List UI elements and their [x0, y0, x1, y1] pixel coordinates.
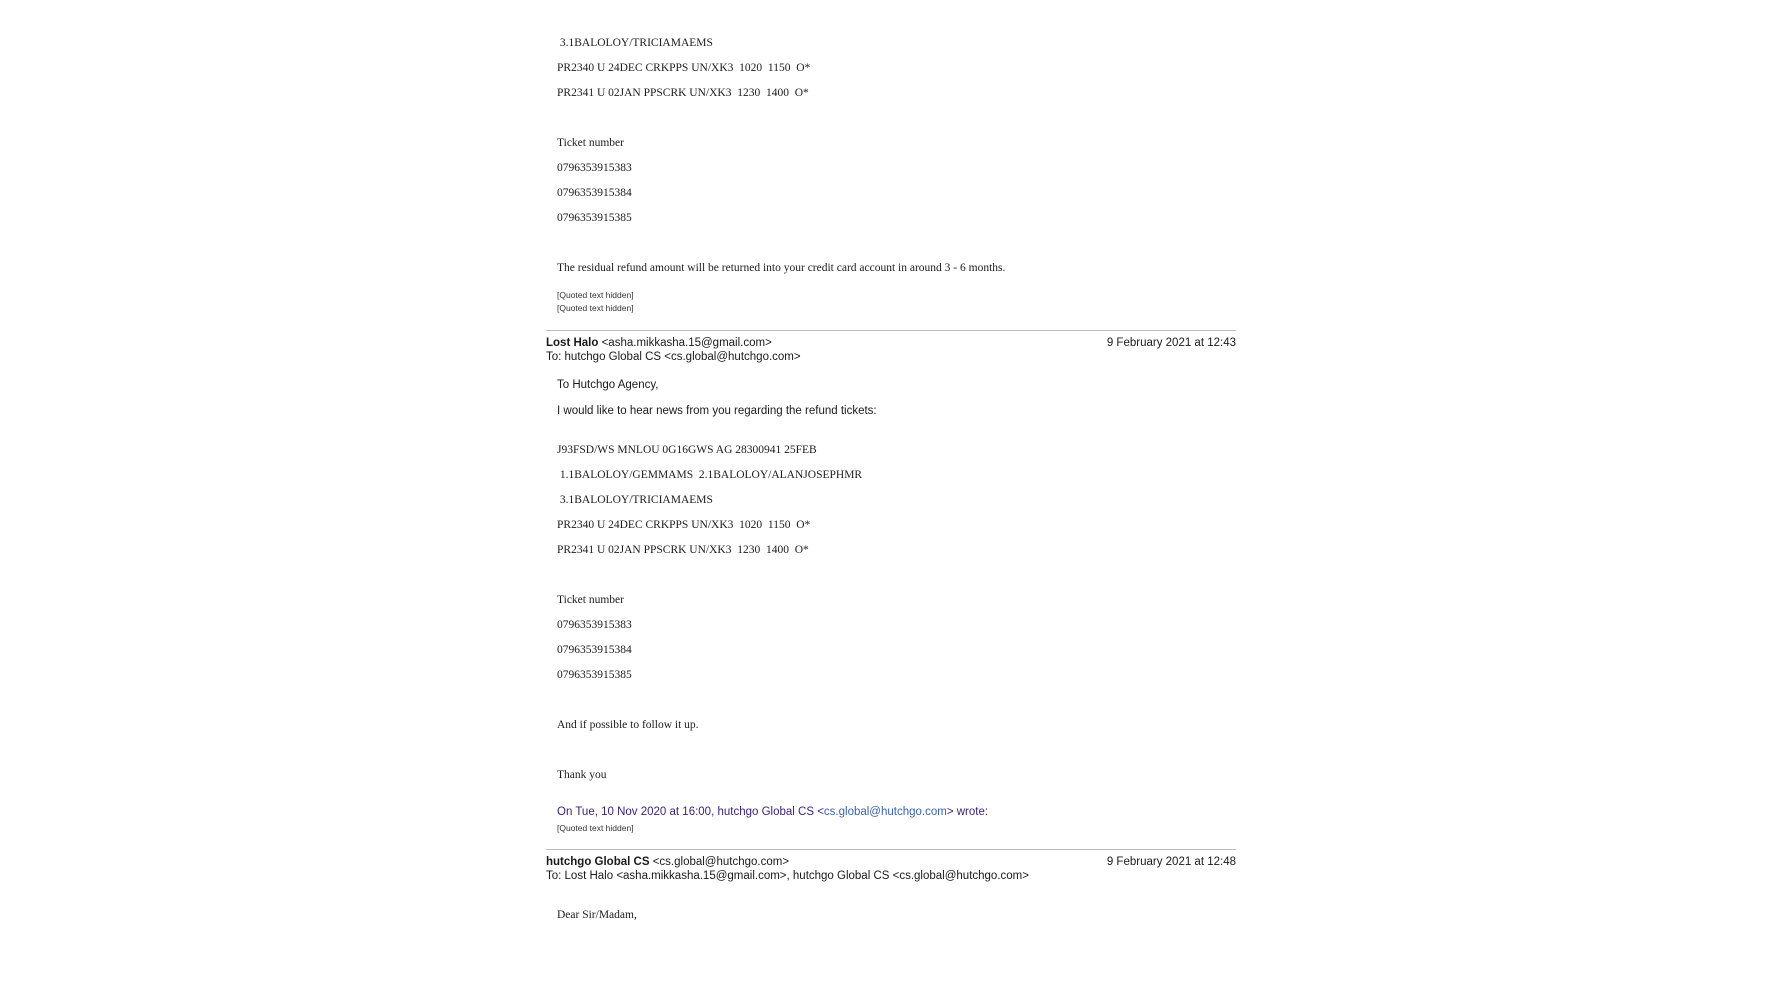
message-divider — [546, 330, 1236, 331]
passenger-3-line: 3.1BALOLOY/TRICIAMAEMS — [557, 37, 713, 49]
ticket-number: 0796353915383 — [557, 619, 632, 631]
quote-email-link[interactable]: cs.global@hutchgo.com — [823, 806, 947, 818]
refund-note: The residual refund amount will be returned into your credit card account in around 3 - 6 months. — [557, 262, 1006, 274]
ticket-number: 0796353915383 — [557, 162, 632, 174]
message-body-line: I would like to hear news from you regarding the refund tickets: — [557, 405, 877, 417]
recipient-line: To: hutchgo Global CS <cs.global@hutchgo.com> — [546, 351, 801, 363]
quoted-text-hidden[interactable]: [Quoted text hidden] — [557, 303, 634, 313]
greeting: To Hutchgo Agency, — [557, 379, 659, 391]
ticket-number: 0796353915385 — [557, 212, 632, 224]
quoted-text-hidden[interactable]: [Quoted text hidden] — [557, 290, 634, 300]
sender — [546, 856, 789, 868]
email-print-page — [546, 0, 1236, 1000]
ticket-number: 0796353915384 — [557, 187, 632, 199]
recipient-line: To: Lost Halo <asha.mikkasha.15@gmail.com>, hutchgo Global CS <cs.global@hutchgo.com> — [546, 870, 1029, 882]
sender-name: hutchgo Global CS — [546, 856, 650, 868]
thanks-line: Thank you — [557, 769, 607, 781]
flight-1-line: PR2340 U 24DEC CRKPPS UN/XK3 1020 1150 O* — [557, 519, 811, 531]
ticket-number-label: Ticket number — [557, 594, 624, 606]
flight-2-line: PR2341 U 02JAN PPSCRK UN/XK3 1230 1400 O* — [557, 544, 809, 556]
greeting: Dear Sir/Madam, — [557, 909, 637, 921]
passenger-1-2-line: 1.1BALOLOY/GEMMAMS 2.1BALOLOY/ALANJOSEPHMR — [557, 469, 863, 481]
sender-name: Lost Halo — [546, 337, 599, 349]
quote-attribution-prefix: On Tue, 10 Nov 2020 at 16:00, hutchgo Global CS < — [557, 806, 824, 818]
sender-email: <cs.global@hutchgo.com> — [652, 856, 790, 868]
ticket-number-label: Ticket number — [557, 137, 624, 149]
message-date: 9 February 2021 at 12:48 — [1106, 856, 1236, 868]
message-divider — [546, 849, 1236, 850]
flight-2-line: PR2341 U 02JAN PPSCRK UN/XK3 1230 1400 O* — [557, 87, 809, 99]
flight-1-line: PR2340 U 24DEC CRKPPS UN/XK3 1020 1150 O* — [557, 62, 811, 74]
ticket-number: 0796353915385 — [557, 669, 632, 681]
followup-line: And if possible to follow it up. — [557, 719, 699, 731]
pnr-line: J93FSD/WS MNLOU 0G16GWS AG 28300941 25FEB — [557, 444, 817, 456]
quote-attribution — [557, 805, 988, 819]
ticket-number: 0796353915384 — [557, 644, 632, 656]
message-date: 9 February 2021 at 12:43 — [1106, 337, 1236, 349]
quoted-text-hidden[interactable]: [Quoted text hidden] — [557, 823, 634, 833]
quote-attribution-suffix: > wrote: — [946, 806, 989, 818]
passenger-3-line: 3.1BALOLOY/TRICIAMAEMS — [557, 494, 713, 506]
sender-email: <asha.mikkasha.15@gmail.com> — [601, 337, 772, 349]
sender — [546, 337, 772, 349]
